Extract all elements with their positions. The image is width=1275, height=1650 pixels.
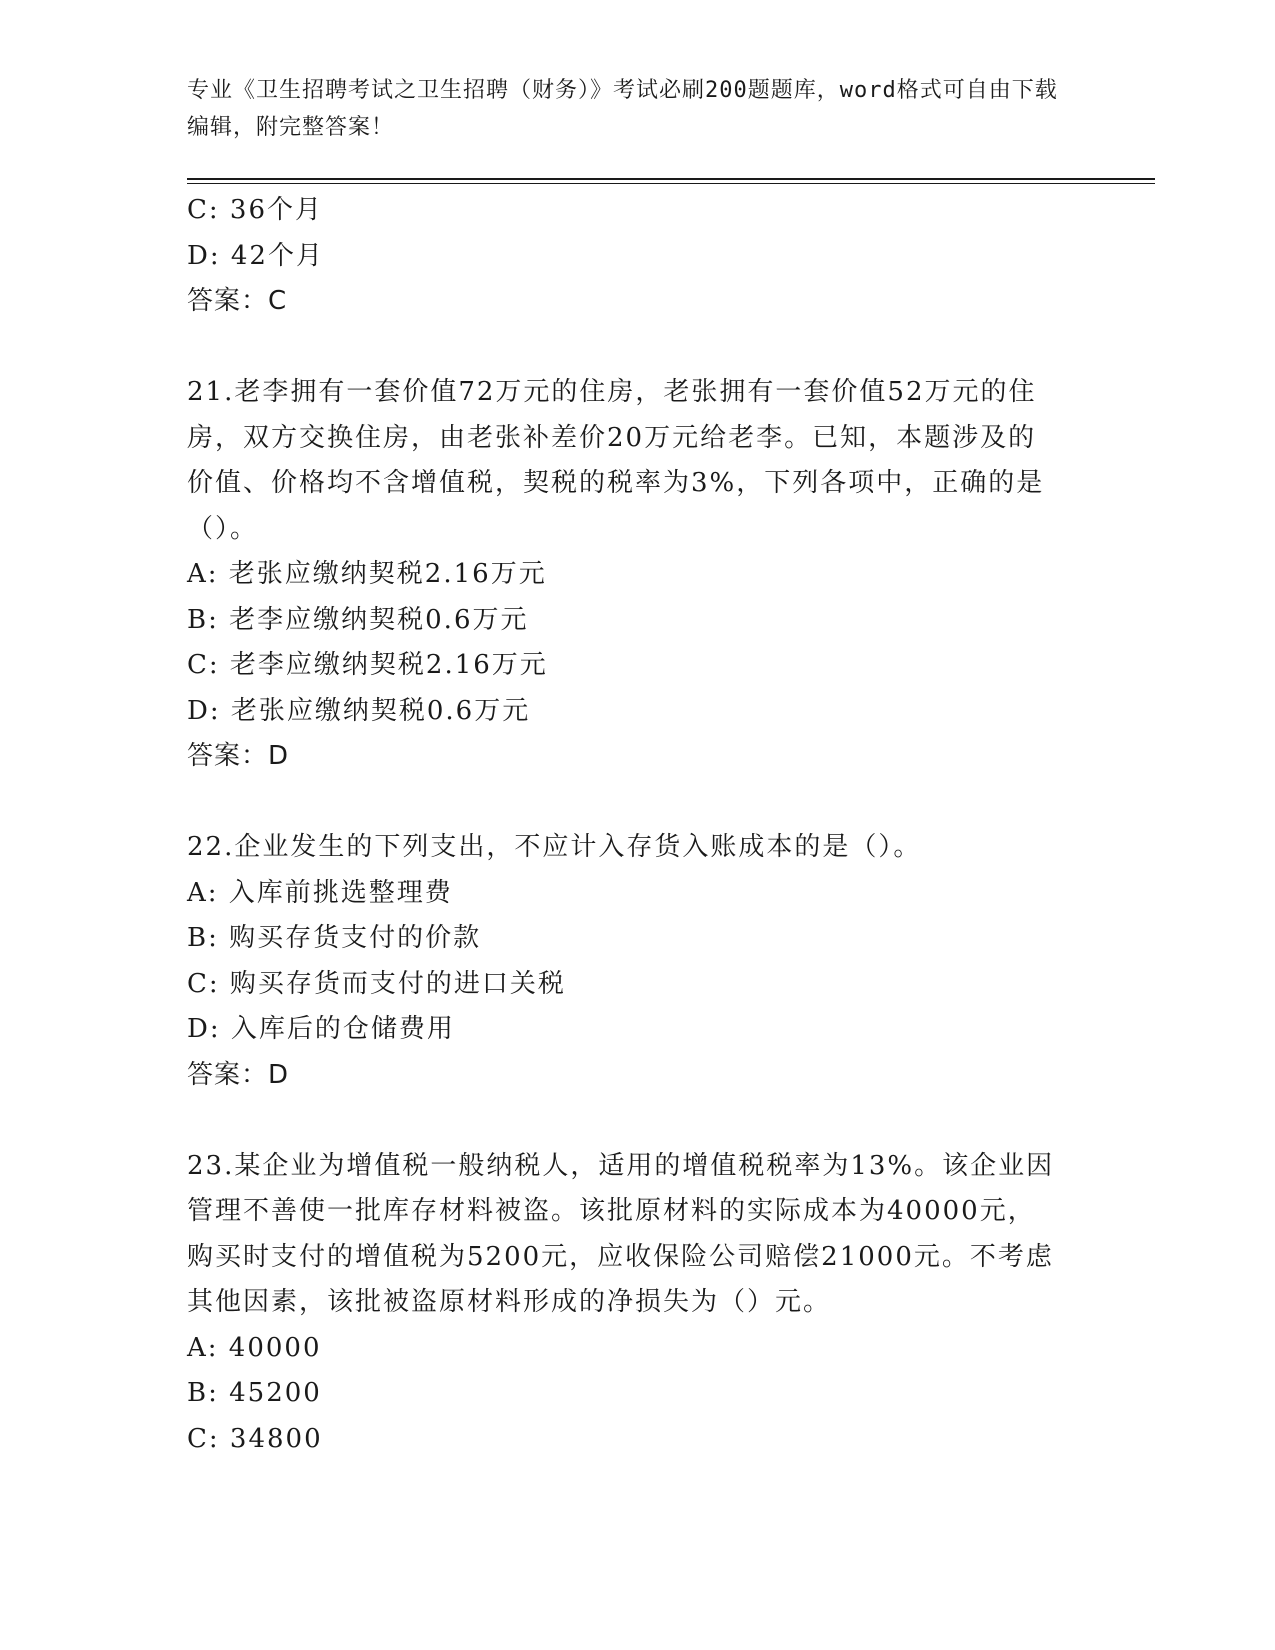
question-stem-line: 23.某企业为增值税一般纳税人，适用的增值税税率为13%。该企业因 [187,1150,1055,1181]
question-stem-line: 房，双方交换住房，由老张补差价20万元给老李。已知，本题涉及的 [187,422,1037,453]
prev-question-block [187,188,1067,325]
option-d: D: 42个月 [187,240,324,271]
question-content [187,188,1067,1462]
option-a: A: 老张应缴纳契税2.16万元 [187,559,547,589]
spacer [187,1098,1067,1144]
question-stem-line: 管理不善使一批库存材料被盗。该批原材料的实际成本为40000元， [187,1196,1036,1226]
option-c: C: 36个月 [187,195,324,225]
option-c: C: 购买存货而支付的进口关税 [187,968,566,999]
spacer [187,325,1067,371]
spacer [187,780,1067,826]
option-b: B: 老李应缴纳契税0.6万元 [187,604,529,635]
question-23 [187,1144,1067,1463]
option-a: A: 40000 [187,1332,322,1363]
option-d: D: 老张应缴纳契税0.6万元 [187,695,531,726]
question-22 [187,825,1067,1098]
option-b: B: 45200 [187,1378,322,1408]
question-stem-line: 价值、价格均不含增值税，契税的税率为3%，下列各项中，正确的是 [187,468,1045,498]
question-21 [187,370,1067,780]
header-divider-thick [187,178,1155,180]
option-b: B: 购买存货支付的价款 [187,923,482,953]
answer-line: 答案：D [187,741,290,771]
answer-line: 答案：D [187,1059,290,1090]
question-stem-line: （）。 [187,513,259,544]
option-a: A: 入库前挑选整理费 [187,877,453,908]
question-stem-line: 22.企业发生的下列支出，不应计入存货入账成本的是（）。 [187,832,922,862]
answer-line: 答案：C [187,286,288,316]
option-c: C: 老李应缴纳契税2.16万元 [187,650,548,680]
question-stem-line: 其他因素，该批被盗原材料形成的净损失为（）元。 [187,1287,832,1317]
header-divider-thin [187,183,1155,184]
document-header: 专业《卫生招聘考试之卫生招聘（财务）》考试必刷200题题库，word格式可自由下载编辑，附完整答案！ [187,78,1058,140]
question-stem-line: 21.老李拥有一套价值72万元的住房，老张拥有一套价值52万元的住 [187,377,1037,407]
question-stem-line: 购买时支付的增值税为5200元，应收保险公司赔偿21000元。不考虑 [187,1241,1054,1272]
option-c: C: 34800 [187,1423,323,1454]
option-d: D: 入库后的仓储费用 [187,1014,455,1044]
